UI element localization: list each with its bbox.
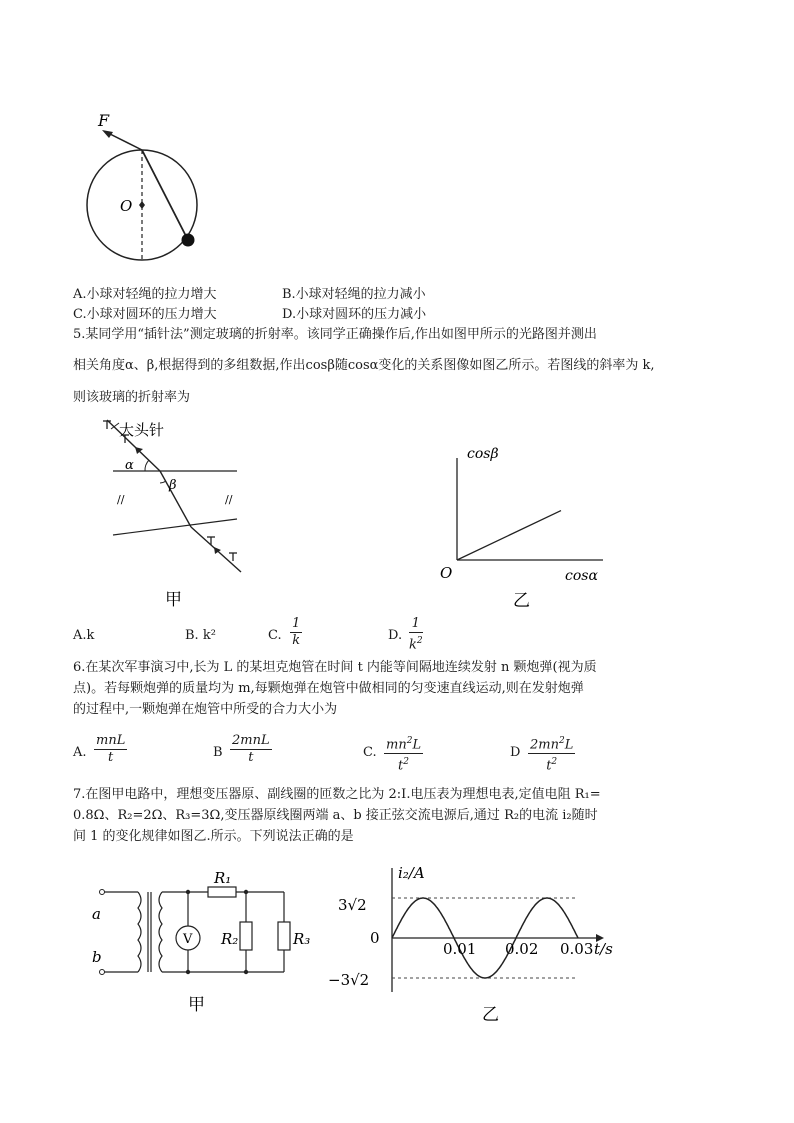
q4-figure [80, 110, 230, 275]
force-label: F [98, 111, 110, 130]
q5-figure-yi [435, 438, 615, 613]
q5-option-d-prefix: D. [388, 628, 403, 643]
rope [142, 150, 188, 240]
q7-current-graph [322, 858, 622, 1028]
terminal-a-dot [100, 890, 105, 895]
r1-label: R₁ [214, 870, 232, 887]
q6-line-1: 6.在某次军事演习中,长为 L 的某坦克炮管在时间 t 内能等间隔地连续发射 n 颗炮弹(视为质 [73, 660, 597, 675]
q7-circuit-figure [88, 870, 320, 1020]
force-arrowhead [102, 130, 113, 138]
q5-option-b: B. k² [185, 628, 216, 643]
fraction-denominator: k [292, 633, 301, 648]
center-dot [139, 201, 145, 209]
q5-figure-jia [95, 415, 255, 615]
y-tick-bottom: −3√2 [328, 971, 370, 989]
fraction-numerator: $mn^2L$ [384, 733, 423, 754]
q4-option-d: D.小球对圆环的压力减小 [282, 307, 427, 322]
glass-bottom-surface [113, 519, 237, 535]
hatch-right: // [225, 493, 233, 506]
terminal-b-dot [100, 970, 105, 975]
fraction-denominator: t [108, 750, 114, 765]
q7-line-2: 0.8Ω、R₂=2Ω、R₃=3Ω,变压器原线圈两端 a、b 接正弦交流电源后,通过 R₂的电流 i₂随时 [73, 808, 598, 823]
ball [182, 234, 195, 247]
fraction-numerator: 1 [292, 616, 301, 631]
caption-yi: 乙 [482, 1005, 499, 1025]
y-axis-label: i₂/A [398, 864, 425, 882]
x-tick: 0.02 [505, 940, 539, 958]
caption-yi: 乙 [513, 591, 530, 611]
pin-label: 大头针 [119, 421, 165, 439]
x-tick: 0.03 [560, 940, 594, 958]
q6-option-b-fraction [230, 733, 272, 766]
q5-option-c-fraction [290, 616, 302, 649]
q6-line-2: 点)。若每颗炮弹的质量均为 m,每颗炮弹在炮管中做相同的匀变速直线运动,则在发射炮弹 [73, 681, 584, 696]
q4-option-b: B.小球对轻绳的拉力减小 [282, 287, 426, 302]
origin-label: O [440, 564, 453, 582]
fraction-denominator: $k^2$ [409, 636, 423, 653]
q7-line-1: 7.在图甲电路中，理想变压器原、副线圈的匝数之比为 2:I.电压表为理想电表,定值电阻 R₁= [73, 787, 601, 802]
q5-option-c-prefix: C. [268, 628, 282, 643]
fraction-denominator: $t^2$ [398, 757, 410, 774]
fraction-denominator: $t^2$ [546, 757, 558, 774]
hatch-left: // [117, 493, 125, 506]
q5-option-d-fraction [409, 616, 423, 653]
x-axis-label: cosα [565, 568, 598, 584]
q4-option-a: A.小球对轻绳的拉力增大 [73, 287, 217, 302]
alpha-label: α [125, 458, 134, 473]
q6-option-b-prefix: B [213, 745, 223, 760]
q6-option-a-prefix: A. [73, 745, 87, 760]
q6-option-d-prefix: D [510, 745, 521, 760]
q5-line-2: 相关角度α、β,根据得到的多组数据,作出cosβ随cosα变化的关系图像如图乙所示。若图线的斜率为 k, [73, 358, 655, 373]
q7-line-3: 间 1 的变化规律如图乙.所示。下列说法正确的是 [73, 829, 354, 844]
q6-option-a-fraction [94, 733, 127, 766]
resistor-r3 [278, 922, 290, 950]
y-tick-top: 3√2 [338, 896, 367, 914]
beta-arc [160, 481, 166, 483]
force-arrow [106, 132, 142, 150]
terminal-a-label: a [92, 905, 101, 923]
q5-option-a: A.k [73, 628, 95, 643]
q5-line-1: 5.某同学用“插针法”测定玻璃的折射率。该同学正确操作后,作出如图甲所示的光路图并测出 [73, 327, 597, 342]
terminal-b-label: b [92, 948, 102, 966]
r2-label: R₂ [221, 930, 239, 948]
y-axis-label: cosβ [467, 446, 499, 462]
r3-label: R₃ [293, 930, 311, 948]
resistor-r1 [208, 887, 236, 897]
caption-jia: 甲 [188, 995, 205, 1015]
beta-label: β [169, 478, 177, 493]
q6-option-c-prefix: C. [363, 745, 377, 760]
voltmeter-label: V [183, 932, 193, 947]
x-tick: 0.01 [443, 940, 477, 958]
fraction-numerator: 1 [409, 616, 423, 633]
fraction-numerator: $2mn^2L$ [528, 733, 575, 754]
center-label: O [120, 197, 133, 215]
fraction-numerator: 2mnL [232, 733, 270, 748]
resistor-r2 [240, 922, 252, 950]
data-line [457, 511, 561, 560]
q6-option-c-fraction [384, 733, 423, 775]
q5-line-3: 则该玻璃的折射率为 [73, 390, 191, 405]
alpha-arc [145, 460, 149, 471]
fraction-denominator: t [248, 750, 254, 765]
q6-line-3: 的过程中,一颗炮弹在炮管中所受的合力大小为 [73, 702, 338, 717]
q6-option-d-fraction [528, 733, 575, 775]
caption-jia: 甲 [165, 590, 182, 610]
q4-option-c: C.小球对圆环的压力增大 [73, 307, 217, 322]
fraction-numerator: mnL [96, 733, 126, 748]
x-axis-label: t/s [594, 940, 613, 958]
y-tick-zero: 0 [370, 929, 380, 947]
